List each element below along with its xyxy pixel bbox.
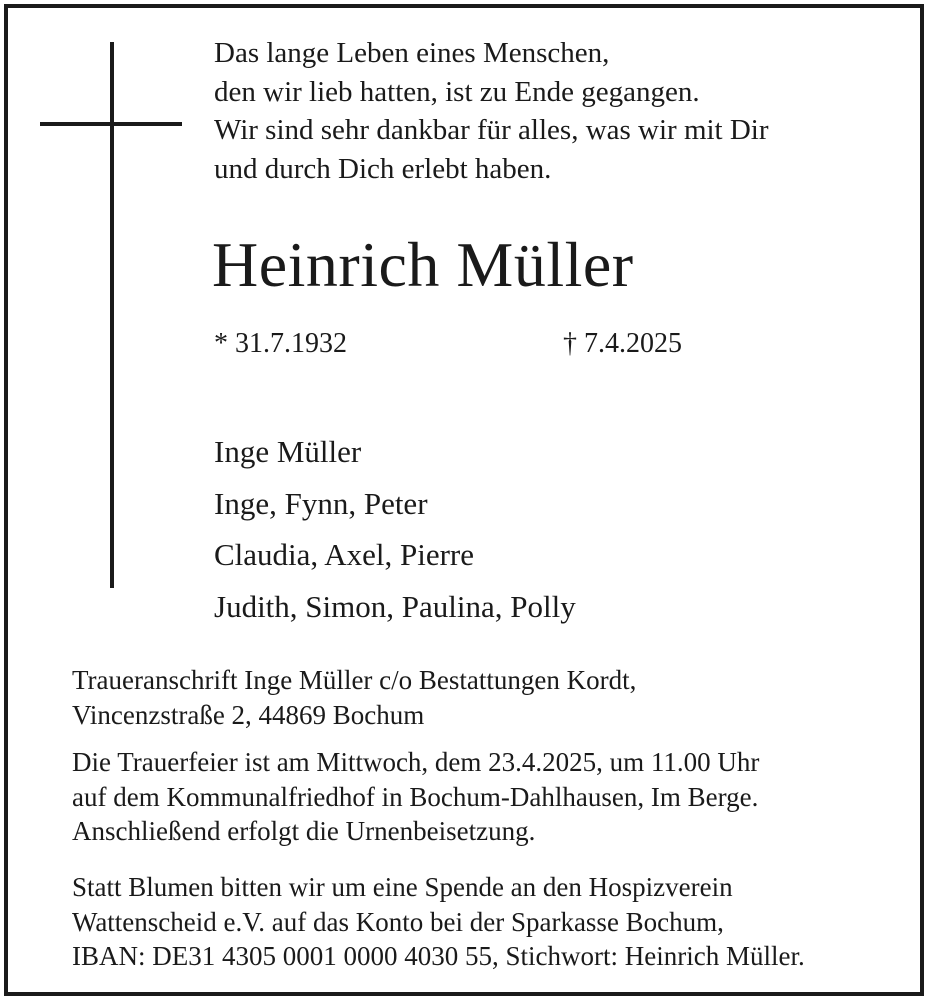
poem-line: und durch Dich erlebt haben. [214, 152, 552, 185]
ceremony-line: Anschließend erfolgt die Urnenbeisetzung. [72, 816, 536, 846]
donation-request [72, 870, 912, 974]
memorial-poem [214, 34, 894, 188]
poem-line: Das lange Leben eines Menschen, [214, 37, 610, 69]
donation-line: Wattenscheid e.V. auf das Konto bei der Sparkasse Bochum, [72, 906, 724, 937]
donation-line: IBAN: DE31 4305 0001 0000 4030 55, Stichwort: Heinrich Müller. [72, 941, 805, 971]
mourners-list [214, 426, 576, 632]
ceremony-line: auf dem Kommunalfriedhof in Bochum-Dahlhausen, Im Berge. [72, 781, 759, 812]
ceremony-line: Die Trauerfeier ist am Mittwoch, dem 23.4.2025, um 11.00 Uhr [72, 747, 760, 777]
address-line: Traueranschrift Inge Müller c/o Bestattungen Kordt, [72, 665, 637, 695]
poem-line: Wir sind sehr dankbar für alles, was wir mit Dir [214, 114, 769, 146]
birth-date: * 31.7.1932 [214, 328, 347, 359]
mourner-line: Inge, Fynn, Peter [214, 485, 428, 521]
deceased-name: Heinrich Müller [212, 229, 634, 300]
poem-line: den wir lieb hatten, ist zu Ende gegangen. [214, 75, 700, 108]
funeral-ceremony-info [72, 745, 912, 849]
mourner-line: Judith, Simon, Paulina, Polly [214, 588, 576, 624]
mourner-line: Inge Müller [214, 434, 362, 469]
cross-horizontal-bar [40, 122, 182, 126]
death-date: † 7.4.2025 [563, 328, 682, 359]
mourning-address [72, 663, 912, 732]
mourner-line: Claudia, Axel, Pierre [214, 537, 474, 572]
address-line: Vincenzstraße 2, 44869 Bochum [72, 699, 425, 730]
donation-line: Statt Blumen bitten wir um eine Spende an den Hospizverein [72, 872, 733, 902]
